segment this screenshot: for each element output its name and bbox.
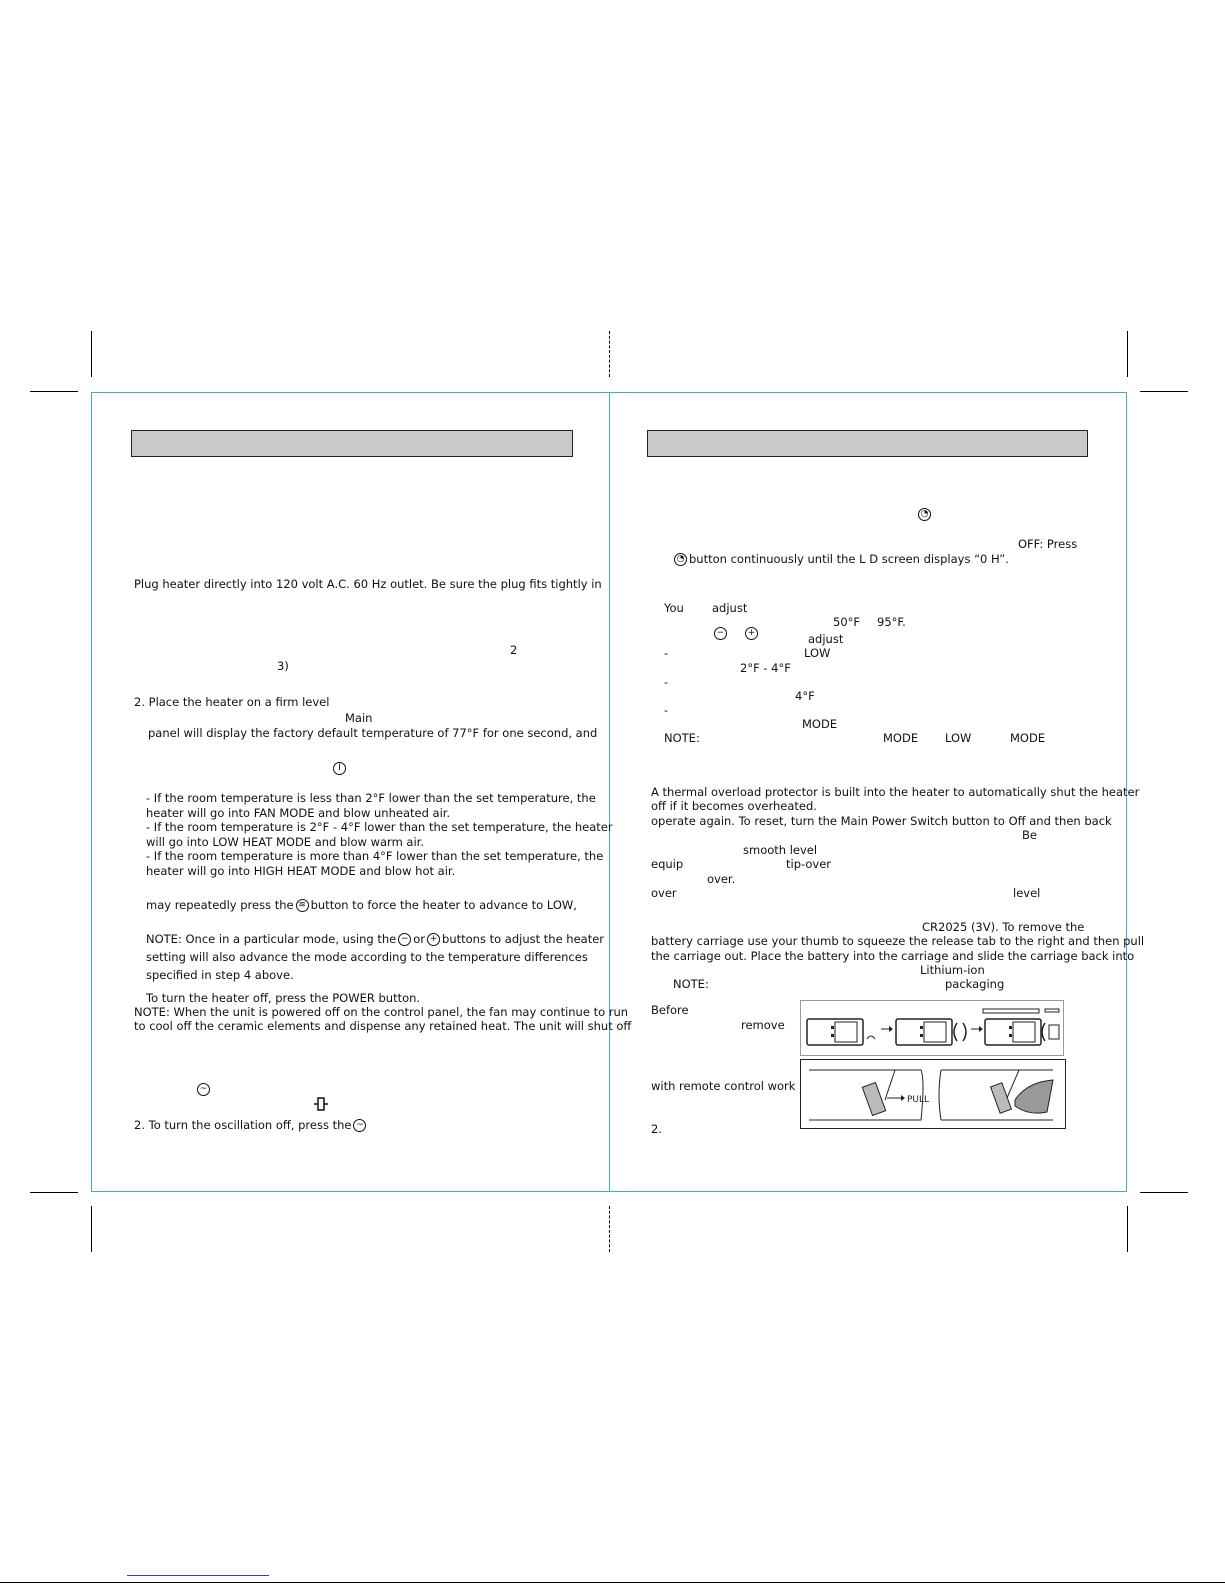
text-line: LOW xyxy=(804,646,831,660)
text-line: 4°F xyxy=(795,689,815,703)
text-fragment: NOTE: Once in a particular mode, using the xyxy=(146,932,397,946)
text-line: You xyxy=(664,601,684,615)
text-line: remove xyxy=(741,1018,785,1032)
crop-mark xyxy=(30,1192,78,1193)
text-line xyxy=(134,1118,368,1132)
plus-icon: + xyxy=(427,933,440,946)
text-line: A thermal overload protector is built into the heater to automatically shut the heater xyxy=(651,785,1140,799)
battery-pull-figure xyxy=(800,1059,1066,1129)
footer-rule xyxy=(0,1582,1225,1583)
text-line xyxy=(146,898,577,912)
text-line: - xyxy=(664,675,669,689)
timer-icon: ◔ xyxy=(918,508,931,521)
text-line: - If the room temperature is less than 2°F lower than the set temperature, the xyxy=(146,791,596,805)
text-line: OFF: Press xyxy=(1018,537,1078,551)
text-fragment: 2. To turn the oscillation off, press the xyxy=(134,1118,352,1132)
power-icon: I xyxy=(333,762,346,775)
text-line: Main xyxy=(345,711,373,725)
oscillation-symbol-icon xyxy=(313,1096,329,1112)
crop-mark xyxy=(1140,1192,1188,1193)
text-line: with remote control work xyxy=(651,1079,796,1093)
text-line: 2 xyxy=(510,643,518,657)
text-line: 2. xyxy=(651,1122,662,1136)
text-line: 50°F xyxy=(833,615,860,629)
text-line: MODE xyxy=(883,731,919,745)
text-line: tip-over xyxy=(786,857,832,871)
oscillation-icon: ~ xyxy=(197,1083,210,1096)
text-line: 2. Place the heater on a firm level xyxy=(134,695,330,709)
text-line: packaging xyxy=(945,977,1005,991)
text-line: over xyxy=(651,886,677,900)
text-line: off if it becomes overheated. xyxy=(651,799,817,813)
battery-removal-figure xyxy=(800,1000,1064,1056)
text-fragment: or xyxy=(413,932,426,946)
text-line: LOW xyxy=(945,731,972,745)
crop-mark xyxy=(1127,331,1128,377)
text-line: to cool off the ceramic elements and dispense any retained heat. The unit will shut off xyxy=(134,1019,632,1033)
crop-mark xyxy=(1140,391,1188,392)
timer-icon: ◔ xyxy=(674,553,687,566)
text-line: over. xyxy=(707,872,736,886)
plus-icon: + xyxy=(745,627,758,640)
heat-icon: ≋ xyxy=(296,899,309,912)
text-line: specified in step 4 above. xyxy=(146,968,294,982)
text-line: NOTE: xyxy=(664,731,700,745)
text-line: level xyxy=(1013,886,1041,900)
text-line: operate again. To reset, turn the Main Power Switch button to Off and then back xyxy=(651,814,1112,828)
text-line: 2°F - 4°F xyxy=(740,661,791,675)
right-section-header xyxy=(647,430,1088,457)
text-line: 95°F. xyxy=(877,615,906,629)
text-line: adjust xyxy=(712,601,748,615)
text-line: smooth level xyxy=(743,843,818,857)
text-line xyxy=(672,552,1009,566)
text-line: Lithium-ion xyxy=(920,963,985,977)
text-line xyxy=(146,932,604,946)
text-fragment: buttons to adjust the heater xyxy=(442,932,605,946)
fold-mark xyxy=(609,331,610,377)
crop-mark xyxy=(30,391,78,392)
text-line: equip xyxy=(651,857,684,871)
text-line: 3) xyxy=(277,659,289,673)
text-fragment: may repeatedly press the xyxy=(146,898,294,912)
crop-mark xyxy=(91,331,92,377)
text-line: NOTE: xyxy=(673,977,709,991)
text-line: CR2025 (3V). To remove the xyxy=(922,920,1085,934)
text-line: MODE xyxy=(802,717,838,731)
text-line: the carriage out. Place the battery into the carriage and slide the carriage back into xyxy=(651,949,1135,963)
text-fragment: button continuously until the L D screen displays “0 H”. xyxy=(689,552,1009,566)
text-line: To turn the heater off, press the POWER button. xyxy=(146,991,421,1005)
left-section-header xyxy=(131,430,573,457)
text-line: Before xyxy=(651,1003,689,1017)
text-line: heater will go into HIGH HEAT MODE and blow hot air. xyxy=(146,864,456,878)
text-line: - xyxy=(664,703,669,717)
crop-mark xyxy=(1127,1206,1128,1252)
remote-sequence-illustration xyxy=(801,1001,1063,1055)
text-line: - If the room temperature is 2°F - 4°F lower than the set temperature, the heater xyxy=(146,820,613,834)
text-line: will go into LOW HEAT MODE and blow warm air. xyxy=(146,835,425,849)
text-line: MODE xyxy=(1010,731,1046,745)
text-line: - xyxy=(664,646,669,660)
text-line: panel will display the factory default temperature of 77°F for one second, and xyxy=(148,726,598,740)
text-line: Plug heater directly into 120 volt A.C. 60 Hz outlet. Be sure the plug fits tightly in xyxy=(134,577,602,591)
page-divider xyxy=(609,392,610,1192)
text-fragment: button to force the heater to advance to LOW, xyxy=(310,898,577,912)
minus-icon: − xyxy=(398,933,411,946)
text-line: adjust xyxy=(808,632,844,646)
footer-link-underline xyxy=(127,1575,269,1576)
minus-icon: − xyxy=(714,627,727,640)
crop-mark xyxy=(91,1206,92,1252)
fold-mark xyxy=(609,1206,610,1252)
text-line: setting will also advance the mode according to the temperature differences xyxy=(146,950,588,964)
text-line: Be xyxy=(1022,828,1037,842)
text-line: - If the room temperature is more than 4°F lower than the set temperature, the xyxy=(146,849,604,863)
text-line: NOTE: When the unit is powered off on the control panel, the fan may continue to run xyxy=(134,1005,629,1019)
pull-label: PULL xyxy=(907,1095,930,1105)
remote-pull-illustration xyxy=(801,1060,1065,1128)
oscillation-icon: ~ xyxy=(353,1119,366,1132)
text-line: battery carriage use your thumb to squeeze the release tab to the right and then pull xyxy=(651,934,1145,948)
text-line: heater will go into FAN MODE and blow unheated air. xyxy=(146,806,451,820)
